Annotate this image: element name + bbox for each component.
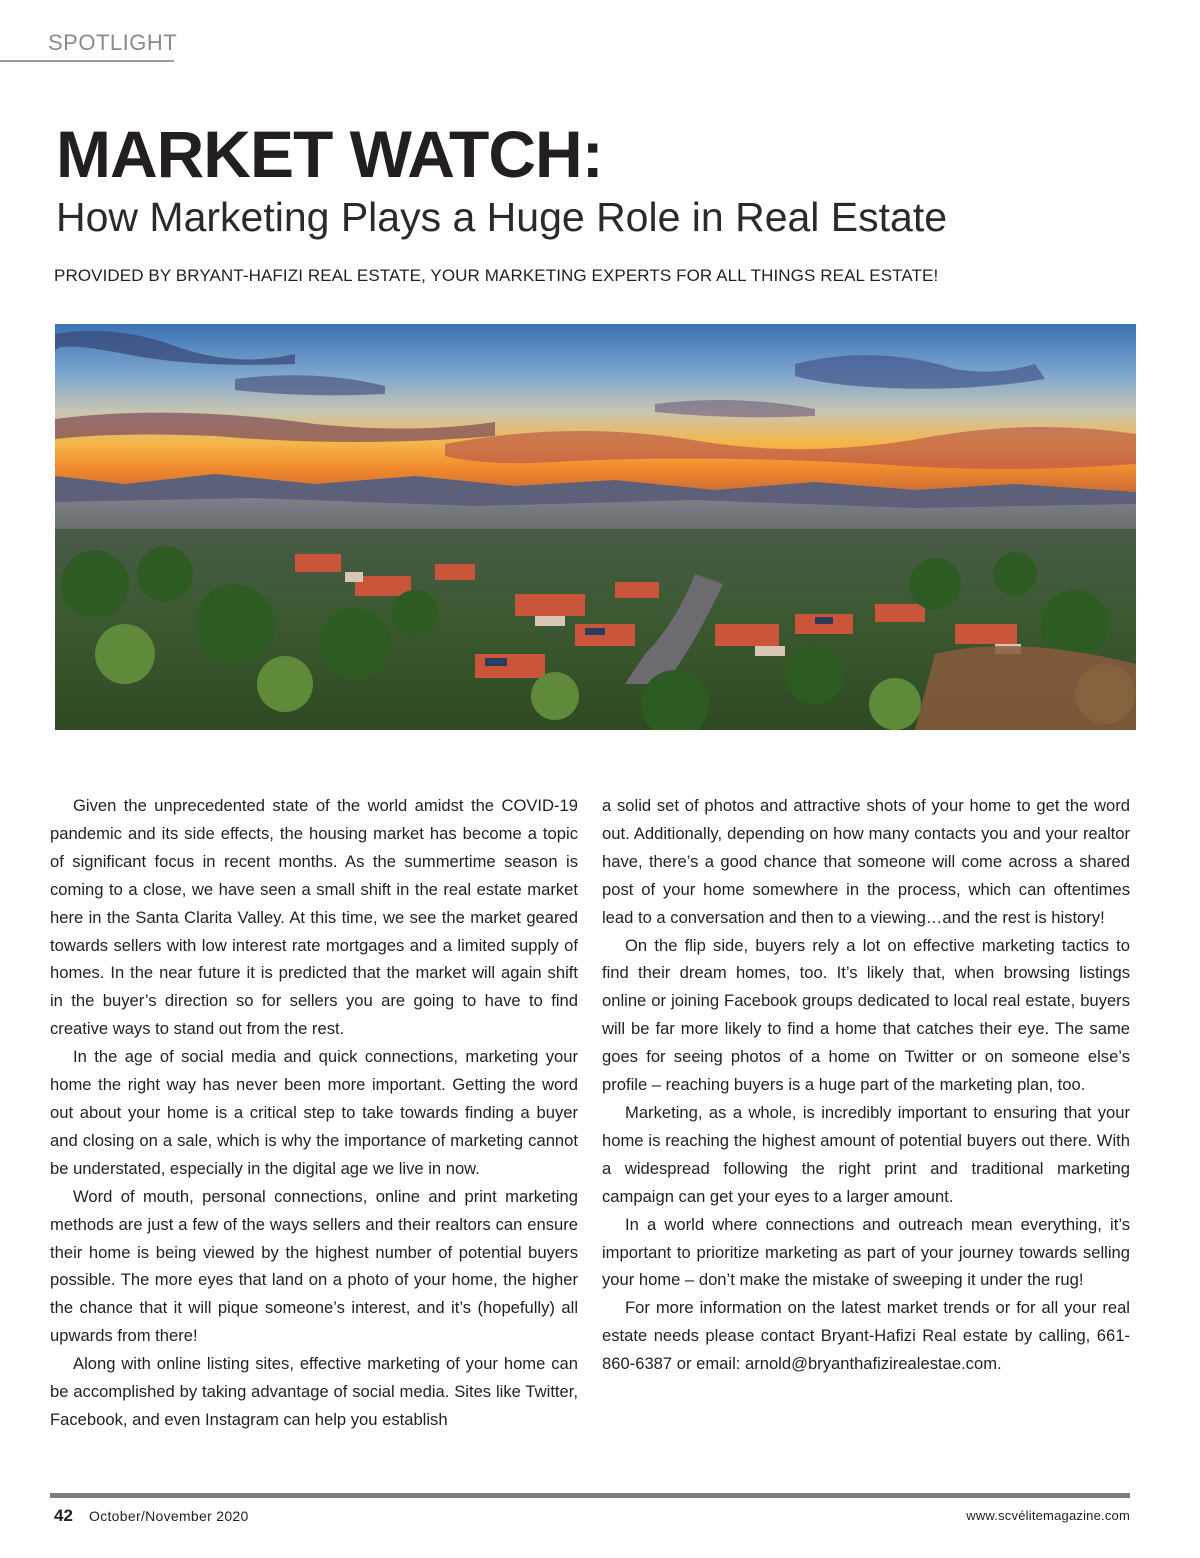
- page-number: 42: [54, 1506, 73, 1525]
- footer-rule: [50, 1493, 1130, 1498]
- article-column-left: [50, 792, 578, 1434]
- issue-date: October/November 2020: [89, 1508, 249, 1524]
- body-paragraph-continued: a solid set of photos and attractive shots of your home to get the word out. Additionally, depending on how many contacts you and your realtor have, there’s a good chance that someone will come across a shared post of your home somewhere in the process, which can oftentimes lead to a conversation and then to a viewing…and the rest is history!: [602, 796, 1130, 927]
- website-url[interactable]: www.scvélitemagazine.com: [966, 1508, 1130, 1523]
- body-paragraph: Word of mouth, personal connections, online and print marketing methods are just a few of the ways sellers and their realtors can ensure their home is being viewed by the highest number of potential buyers possible. The more eyes that land on a photo of your home, the higher the chance that it will pique someone’s interest, and it’s (hopefully) all upwards from there!: [50, 1186, 578, 1346]
- article-column-right: [602, 792, 1130, 1378]
- section-label: SPOTLIGHT: [48, 30, 178, 55]
- body-paragraph: On the flip side, buyers rely a lot on effective marketing tactics to find their dream homes, too. It’s likely that, when browsing listings online or joining Facebook groups dedicated to local real estate, buyers will be far more likely to find a home that catches their eye. The same goes for seeing photos of a home on Twitter or on someone else’s profile – reaching buyers is a huge part of the marketing plan, too.: [602, 935, 1130, 1095]
- article-subtitle: How Marketing Plays a Huge Role in Real Estate: [56, 194, 948, 240]
- body-paragraph: In the age of social media and quick connections, marketing your home the right way has never been more important. Getting the word out about your home is a critical step to take towards finding a buyer and closing on a sale, which is why the importance of marketing cannot be understated, especially in the digital age we live in now.: [50, 1047, 578, 1178]
- body-paragraph: In a world where connections and outreach mean everything, it’s important to prioritize marketing as part of your journey towards selling your home – don’t make the mistake of sweeping it under the rug!: [602, 1214, 1130, 1290]
- article-credit: PROVIDED BY BRYANT-HAFIZI REAL ESTATE, YOUR MARKETING EXPERTS FOR ALL THINGS REAL ESTATE!: [54, 266, 939, 285]
- body-paragraph: Marketing, as a whole, is incredibly important to ensuring that your home is reaching the highest amount of potential buyers out there. With a widespread following the right print and traditional marketing campaign can get your eyes to a larger amount.: [602, 1102, 1130, 1206]
- body-paragraph: Given the unprecedented state of the world amidst the COVID-19 pandemic and its side effects, the housing market has become a topic of significant focus in recent months. As the summertime season is coming to a close, we have seen a small shift in the real estate market here in the Santa Clarita Valley. At this time, we see the market geared towards sellers with low interest rate mortgages and a limited supply of homes. In the near future it is predicted that the market will again shift in the buyer’s direction so for sellers you are going to have to find creative ways to stand out from the rest.: [50, 796, 578, 1039]
- article-title: MARKET WATCH:: [56, 117, 603, 191]
- hero-photo-santa-clarita-sunset: [55, 324, 1136, 730]
- section-rule: [0, 60, 174, 62]
- body-paragraph-contact: For more information on the latest market trends or for all your real estate needs please contact Bryant-Hafizi Real estate by calling, 661-860-6387 or email: arnold@bryanthafizirealestae.com.: [602, 1298, 1130, 1374]
- body-paragraph: Along with online listing sites, effective marketing of your home can be accomplished by taking advantage of social media. Sites like Twitter, Facebook, and even Instagram can help you establish: [50, 1354, 578, 1429]
